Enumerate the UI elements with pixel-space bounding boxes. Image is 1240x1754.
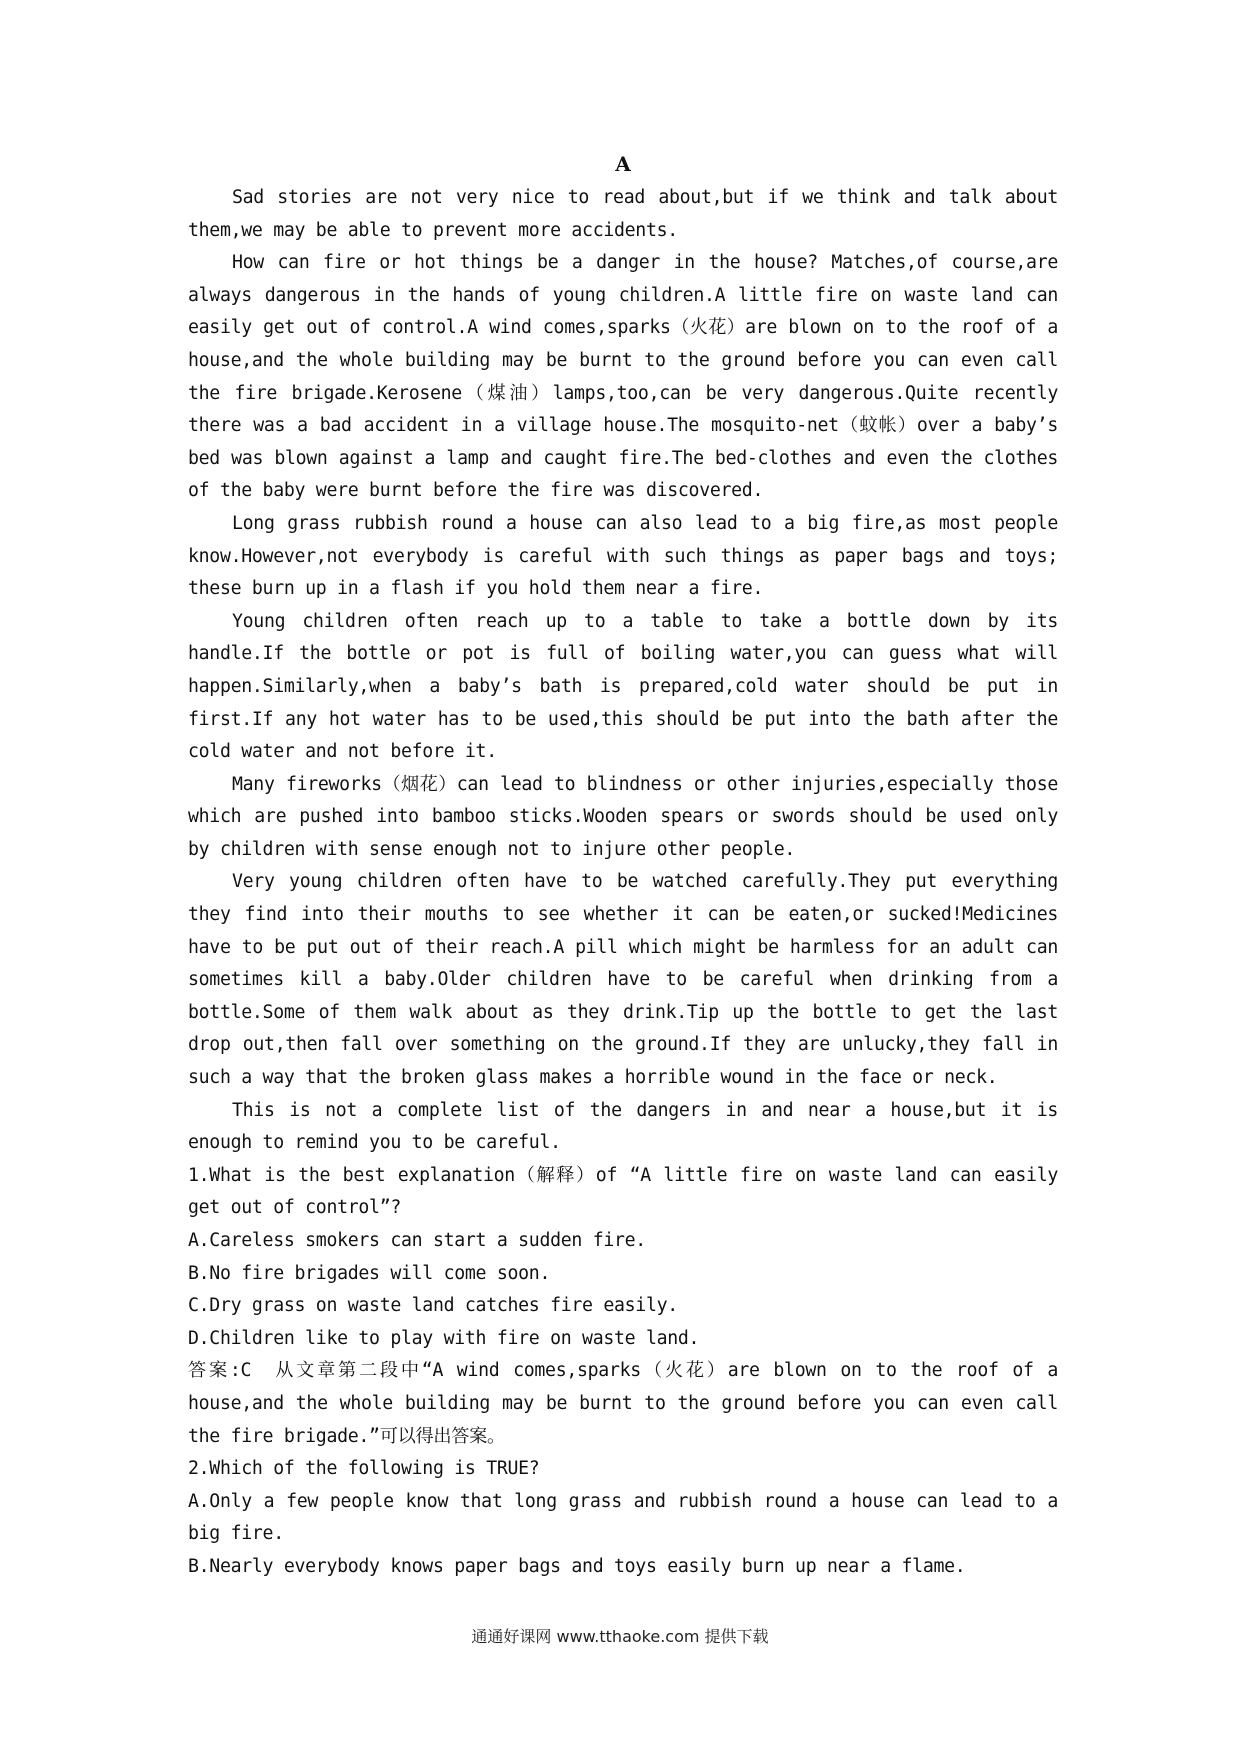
paragraph-3: Long grass rubbish round a house can also lead to a big fire,as most people know.However,not everybody is careful with such things as paper bags and toys; these burn up in a flash if you hold them near a fire. [188,512,1058,600]
question-1-stem: 1.What is the best explanation（解释）of “A little fire on waste land can easily get out of control”? [188,1164,1058,1219]
question-1-option-d: D.Children like to play with fire on waste land. [188,1327,700,1349]
paragraph-7: This is not a complete list of the dangers in and near a house,but it is enough to remind you to be careful. [188,1099,1058,1154]
question-1-answer: 答案:C 从文章第二段中“A wind comes,sparks（火花）are blown on to the roof of a house,and the whole building may be burnt to the ground before you can even call the fire brigade.”可以得出答案。 [188,1360,1058,1447]
question-1-option-a: A.Careless smokers can start a sudden fire. [188,1230,646,1251]
question-1-option-c: C.Dry grass on waste land catches fire easily. [188,1295,678,1317]
question-2-stem: 2.Which of the following is TRUE? [188,1458,540,1480]
paragraph-2: How can fire or hot things be a danger in the house? Matches,of course,are always dangerous in the hands of young children.A little fire on waste land can easily get out of control.A wind comes,sparks（火花）are blown on to the roof of a house,and the whole building may be burnt to the ground before you can even call the fire brigade.Kerosene（煤油）lamps,too,can be very dangerous.Quite recently there was a bad accident in a village house.The mosquito-net（蚊帐）over a baby’s bed was blown against a lamp and caught fire.The bed-clothes and even the clothes of the baby were burnt before the fire was discovered. [188,252,1058,502]
passage-heading: A [615,152,631,176]
question-2-option-a: A.Only a few people know that long grass and rubbish round a house can lead to a big fire. [188,1490,1058,1545]
paragraph-6: Very young children often have to be watched carefully.They put everything they find into their mouths to see whether it can be eaten,or sucked!Medicines have to be put out of their reach.A pill which might be harmless for an adult can sometimes kill a baby.Older children have to be careful when drinking from a bottle.Some of them walk about as they drink.Tip up the bottle to get the last drop out,then fall over something on the ground.If they are unlucky,they fall in such a way that the broken glass makes a horrible wound in the face or neck. [188,871,1058,1089]
question-2-option-b: B.Nearly everybody knows paper bags and toys easily burn up near a flame. [188,1555,966,1577]
paragraph-5: Many fireworks（烟花）can lead to blindness or other injuries,especially those which are pushed into bamboo sticks.Wooden spears or swords should be used only by children with sense enough not to injure other people. [188,773,1058,860]
page-footer: 通通好课网 www.tthaoke.com 提供下载 [471,1627,769,1646]
question-1-option-b: B.No fire brigades will come soon. [188,1262,551,1284]
document-page [188,150,1058,1584]
paragraph-1: Sad stories are not very nice to read about,but if we think and talk about them,we may be able to prevent more accidents. [188,187,1058,241]
paragraph-4: Young children often reach up to a table to take a bottle down by its handle.If the bottle or pot is full of boiling water,you can guess what will happen.Similarly,when a baby’s bath is prepared,cold water should be put in first.If any hot water has to be used,this should be put into the bath after the cold water and not before it. [188,610,1058,763]
